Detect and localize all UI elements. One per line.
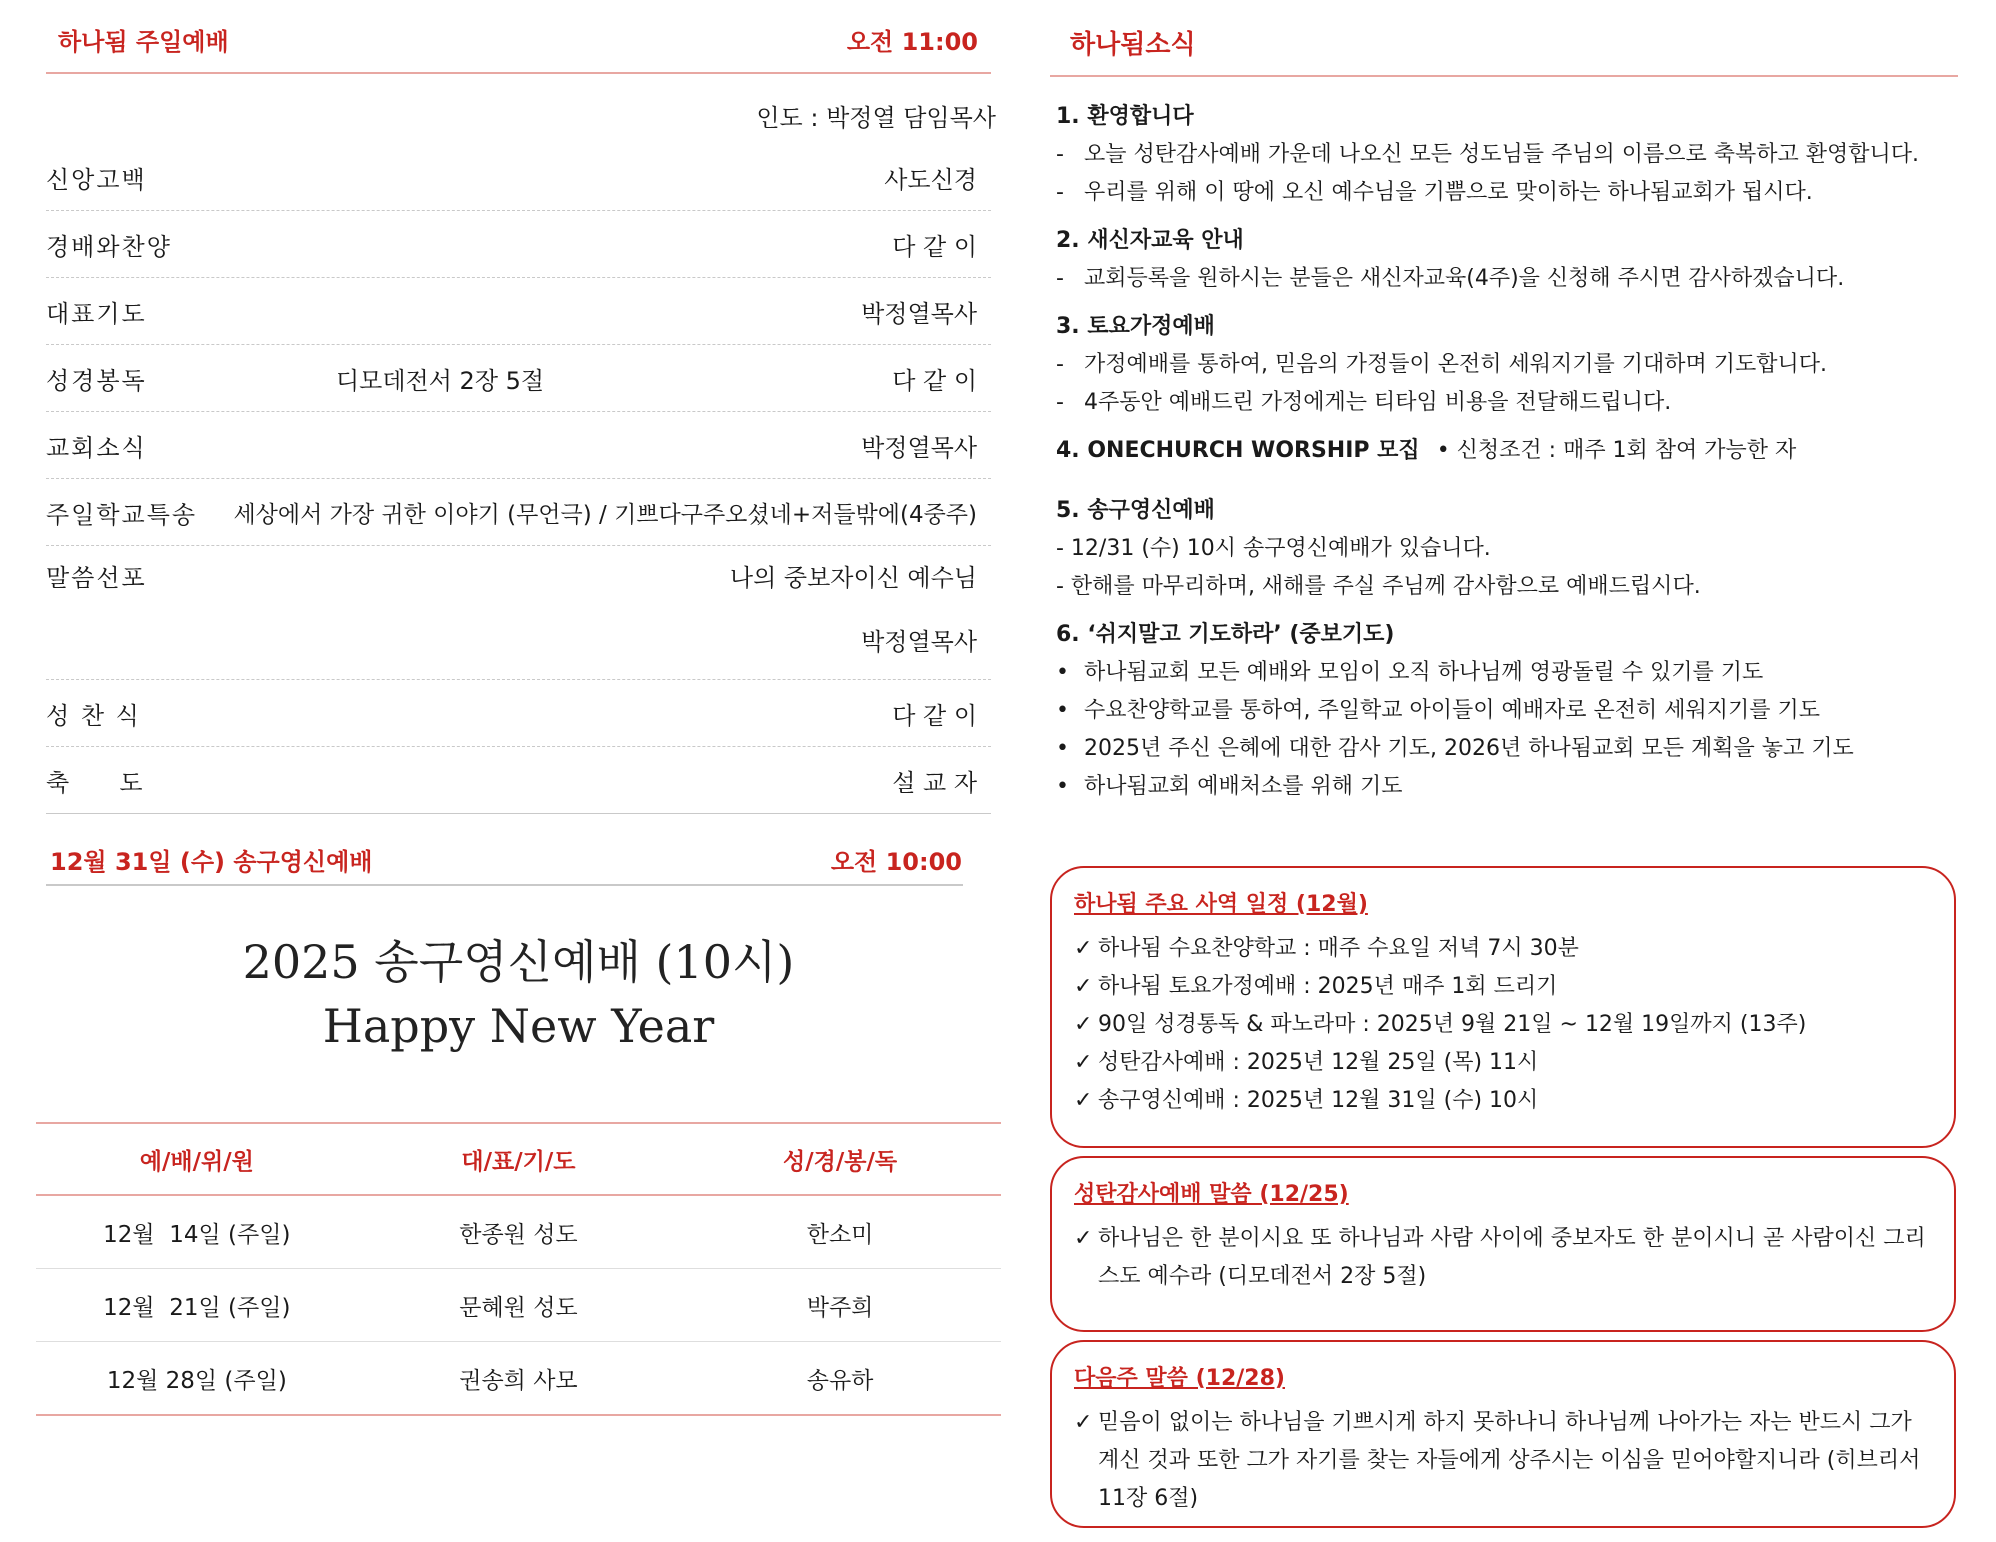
divider <box>1050 75 1958 77</box>
order-person: 설 교 자 <box>892 768 977 797</box>
table-cell: 12월 21일 (주일) <box>103 1294 291 1321</box>
bullet-icon: • <box>1056 774 1069 799</box>
check-icon: ✓ <box>1074 1012 1093 1037</box>
bullet-icon: • <box>1056 698 1069 723</box>
order-person: 박정열목사 <box>861 299 977 328</box>
order-row-prayer <box>46 278 991 345</box>
order-person: 사도신경 <box>884 165 977 194</box>
order-person: 다 같 이 <box>892 701 977 730</box>
order-row-news <box>46 412 991 479</box>
table-cell: 박주희 <box>806 1294 874 1321</box>
divider <box>46 72 991 74</box>
service-time: 오전 11:00 <box>846 28 978 56</box>
order-person: 다 같 이 <box>892 366 977 395</box>
verse-item <box>1074 1404 1934 1518</box>
ministry-schedule-box <box>1050 866 1956 1148</box>
christmas-verse-box <box>1050 1156 1956 1332</box>
order-name: 성경봉독 <box>46 366 147 395</box>
box-title: 하나됨 주요 사역 일정 (12월) <box>1074 892 1368 917</box>
news-title: 하나됨소식 <box>1070 30 1196 60</box>
box-title: 성탄감사예배 말씀 (12/25) <box>1074 1182 1349 1207</box>
news-section-welcome <box>1056 98 1956 212</box>
order-name: 주일학교특송 <box>46 500 198 529</box>
bullet-icon: • <box>1056 660 1069 685</box>
order-person: 박정열목사 <box>861 433 977 462</box>
verse-item <box>1074 1220 1934 1296</box>
section-heading: 5. 송구영신예배 <box>1056 498 1215 523</box>
order-row-communion <box>46 680 991 747</box>
list-item: - 교회등록을 원하시는 분들은 새신자교육(4주)을 신청해 주시면 감사하겠습니다. <box>1056 266 1845 291</box>
table-cell: 한소미 <box>806 1221 874 1248</box>
list-item: - 오늘 성탄감사예배 가운데 나오신 모든 성도님들 주님의 이름으로 축복하고 환영합니다. <box>1056 142 1920 167</box>
banner-line-1: 2025 송구영신예배 (10시) <box>242 935 795 989</box>
news-section-family-worship <box>1056 308 1956 422</box>
order-name: 축 도 <box>46 768 145 797</box>
order-row-scripture <box>46 345 991 412</box>
news-section-prayer <box>1056 616 1956 806</box>
list-item: ✓ 송구영신예배 : 2025년 12월 31일 (수) 10시 <box>1074 1082 1934 1120</box>
new-year-banner <box>36 930 1001 1058</box>
order-name: 대표기도 <box>46 299 147 328</box>
list-item: ✓ 하나됨 토요가정예배 : 2025년 매주 1회 드리기 <box>1074 968 1934 1006</box>
table-row <box>36 1342 1001 1416</box>
table-header-row <box>36 1124 1001 1196</box>
order-name: 성 찬 식 <box>46 701 141 730</box>
section-heading: 4. ONECHURCH WORSHIP 모집 <box>1056 438 1420 463</box>
check-icon: ✓ <box>1074 1410 1093 1435</box>
check-icon: ✓ <box>1074 1050 1093 1075</box>
list-item: • 수요찬양학교를 통하여, 주일학교 아이들이 예배자로 온전히 세워지기를 기도 <box>1056 692 1956 730</box>
order-row-sermon <box>46 546 991 680</box>
order-detail: 디모데전서 2장 5절 <box>336 366 545 395</box>
check-icon: ✓ <box>1074 1088 1093 1113</box>
service-header <box>58 22 978 57</box>
section-heading: 1. 환영합니다 <box>1056 104 1194 129</box>
list-item: • 2025년 주신 은혜에 대한 감사 기도, 2026년 하나됨교회 모든 계획을 놓고 기도 <box>1056 730 1956 768</box>
section-heading: 2. 새신자교육 안내 <box>1056 228 1244 253</box>
column-header: 예/배/위/원 <box>139 1148 254 1175</box>
list-item: • 하나됨교회 모든 예배와 모임이 오직 하나님께 영광돌릴 수 있기를 기도 <box>1056 654 1956 692</box>
table-cell: 문혜원 성도 <box>459 1294 578 1321</box>
order-name: 신앙고백 <box>46 165 147 194</box>
list-item: • 하나됨교회 예배처소를 위해 기도 <box>1056 768 1956 806</box>
special-service-time: 오전 10:00 <box>830 848 962 876</box>
order-person: 세상에서 가장 귀한 이야기 (무언극) / 기쁘다구주오셨네+저들밖에(4중주) <box>233 501 977 528</box>
list-item: ✓ 성탄감사예배 : 2025년 12월 25일 (목) 11시 <box>1074 1044 1934 1082</box>
news-section-worship-team <box>1056 432 1956 470</box>
list-item: ✓ 하나됨 수요찬양학교 : 매주 수요일 저녁 7시 30분 <box>1074 930 1934 968</box>
table-cell: 송유하 <box>806 1367 874 1394</box>
column-header: 성/경/봉/독 <box>783 1148 898 1175</box>
order-name: 말씀선포 <box>46 564 147 592</box>
order-row-sunday-school <box>46 479 991 546</box>
list-item: - 가정예배를 통하여, 믿음의 가정들이 온전히 세워지기를 기대하며 기도합니다. <box>1056 352 1828 377</box>
sermon-title: 나의 중보자이신 예수님 <box>729 564 977 592</box>
banner-line-2: Happy New Year <box>322 999 715 1053</box>
next-week-verse-box <box>1050 1340 1956 1528</box>
table-cell: 한종원 성도 <box>459 1221 578 1248</box>
leader-text: 인도 : 박정열 담임목사 <box>756 104 996 132</box>
order-row-confession <box>46 144 991 211</box>
list-item: - 우리를 위해 이 땅에 오신 예수님을 기쁨으로 맞이하는 하나됨교회가 됩시다. <box>1056 180 1813 205</box>
order-row-praise <box>46 211 991 278</box>
news-section-newcomer <box>1056 222 1956 298</box>
list-item: ✓ 90일 성경통독 & 파노라마 : 2025년 9월 21일 ~ 12월 19일까지 (13주) <box>1074 1006 1934 1044</box>
worship-order-list <box>46 144 991 814</box>
sermon-preacher: 박정열목사 <box>861 628 977 656</box>
news-list <box>1056 98 1956 816</box>
verse-text: 하나님은 한 분이시요 또 하나님과 사람 사이에 중보자도 한 분이시니 곧 사람이신 그리스도 예수라 (디모데전서 2장 5절) <box>1098 1226 1926 1289</box>
bullet-icon: • <box>1056 736 1069 761</box>
special-service-header <box>50 842 962 877</box>
section-note: • 신청조건 : 매주 1회 참여 가능한 자 <box>1436 438 1797 463</box>
table-cell: 권송희 사모 <box>459 1367 578 1394</box>
service-title: 하나됨 주일예배 <box>58 28 229 56</box>
section-heading: 3. 토요가정예배 <box>1056 314 1215 339</box>
service-duty-table <box>36 1122 1001 1416</box>
section-heading: 6. ‘쉬지말고 기도하라’ (중보기도) <box>1056 622 1395 647</box>
order-person: 다 같 이 <box>892 232 977 261</box>
order-name: 교회소식 <box>46 433 147 462</box>
column-header: 대/표/기/도 <box>461 1148 576 1175</box>
box-title: 다음주 말씀 (12/28) <box>1074 1366 1285 1391</box>
table-cell: 12월 14일 (주일) <box>103 1221 291 1248</box>
order-row-benediction <box>46 747 991 814</box>
table-row <box>36 1269 1001 1342</box>
news-section-newyear <box>1056 492 1956 606</box>
check-icon: ✓ <box>1074 936 1093 961</box>
list-item: - 4주동안 예배드린 가정에게는 티타임 비용을 전달해드립니다. <box>1056 390 1672 415</box>
verse-text: 믿음이 없이는 하나님을 기쁘시게 하지 못하나니 하나님께 나아가는 자는 반드시 그가 계신 것과 또한 그가 자기를 찾는 자들에게 상주시는 이심을 믿어야할지니라 (히브리서 11장 6절) <box>1098 1410 1921 1511</box>
special-service-title: 12월 31일 (수) 송구영신예배 <box>50 848 373 876</box>
order-name: 경배와찬양 <box>46 232 172 261</box>
divider <box>46 884 963 886</box>
check-icon: ✓ <box>1074 1226 1093 1251</box>
check-icon: ✓ <box>1074 974 1093 999</box>
table-row <box>36 1196 1001 1269</box>
list-item: - 12/31 (수) 10시 송구영신예배가 있습니다. <box>1056 536 1491 561</box>
list-item: - 한해를 마무리하며, 새해를 주실 주님께 감사함으로 예배드립시다. <box>1056 574 1701 599</box>
table-cell: 12월 28일 (주일) <box>106 1367 287 1394</box>
